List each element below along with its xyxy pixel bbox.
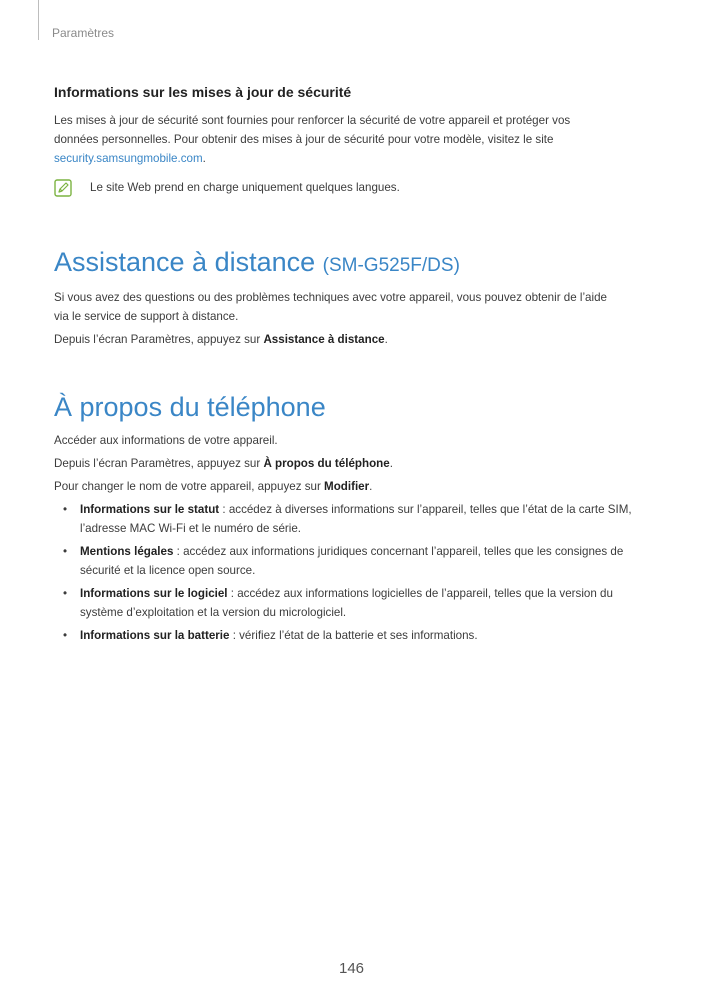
list-item-text: : accédez aux informations juridiques concernant l’appareil, telles que les consignes de sécurité et la licence open source. bbox=[80, 545, 624, 577]
note-icon bbox=[54, 179, 72, 197]
security-updates-body bbox=[54, 111, 654, 168]
remote-assistance-heading bbox=[54, 244, 654, 284]
list-item-term: Informations sur la batterie bbox=[80, 629, 230, 642]
page-content bbox=[54, 84, 654, 649]
list-item bbox=[54, 542, 654, 580]
remote-assistance-line-1: Si vous avez des questions ou des problèmes techniques avec votre appareil, vous pouvez obtenir de l’aide bbox=[54, 291, 607, 304]
page-number: 146 bbox=[338, 960, 365, 977]
security-updates-line-2: données personnelles. Pour obtenir des mises à jour de sécurité pour votre modèle, visitez le site bbox=[54, 133, 554, 146]
security-site-link[interactable]: security.samsungmobile.com bbox=[54, 152, 203, 165]
list-item-term: Informations sur le statut bbox=[80, 503, 220, 516]
list-item-term: Mentions légales bbox=[80, 545, 174, 558]
note bbox=[54, 178, 654, 197]
list-item-text: : accédez à diverses informations sur l’appareil, telles que l’état de la carte SIM, l’adresse MAC Wi-Fi et le numéro de série. bbox=[80, 503, 632, 535]
remote-assistance-body bbox=[54, 288, 654, 326]
security-updates-heading: Informations sur les mises à jour de sécurité bbox=[54, 84, 352, 100]
section-label: Paramètres bbox=[52, 26, 115, 40]
remote-assistance-instruction bbox=[54, 330, 654, 349]
modify-option: Modifier bbox=[324, 480, 370, 493]
about-phone-list bbox=[54, 500, 654, 645]
list-item bbox=[54, 626, 654, 645]
list-item-text: : accédez aux informations logicielles de l’appareil, telles que la version du système d’exploitation et la version du micrologiciel. bbox=[80, 587, 613, 619]
rename-suffix: . bbox=[369, 480, 373, 493]
about-phone-menu: À propos du téléphone bbox=[263, 457, 390, 470]
instruction-suffix: . bbox=[389, 457, 393, 470]
remote-assistance-menu: Assistance à distance bbox=[263, 333, 385, 346]
remote-assistance-title: Assistance à distance bbox=[54, 247, 316, 277]
note-text: Le site Web prend en charge uniquement quelques langues. bbox=[90, 181, 400, 194]
about-phone-instruction bbox=[54, 454, 654, 473]
security-updates-line-1: Les mises à jour de sécurité sont fournies pour renforcer la sécurité de votre appareil et protéger vos bbox=[54, 114, 571, 127]
list-item-text: : vérifiez l’état de la batterie et ses informations. bbox=[229, 629, 478, 642]
instruction-prefix: Depuis l’écran Paramètres, appuyez sur bbox=[54, 457, 264, 470]
model-number: (SM-G525F/DS) bbox=[322, 255, 460, 276]
rename-instruction bbox=[54, 477, 654, 496]
list-item-term: Informations sur le logiciel bbox=[80, 587, 228, 600]
rename-prefix: Pour changer le nom de votre appareil, appuyez sur bbox=[54, 480, 325, 493]
about-phone-intro: Accéder aux informations de votre appareil. bbox=[54, 434, 278, 447]
link-suffix: . bbox=[202, 152, 206, 165]
list-item bbox=[54, 500, 654, 538]
instruction-suffix: . bbox=[384, 333, 388, 346]
list-item bbox=[54, 584, 654, 622]
about-phone-heading: À propos du téléphone bbox=[54, 392, 326, 422]
instruction-prefix: Depuis l’écran Paramètres, appuyez sur bbox=[54, 333, 264, 346]
header-divider bbox=[38, 0, 39, 40]
remote-assistance-line-2: via le service de support à distance. bbox=[54, 310, 239, 323]
